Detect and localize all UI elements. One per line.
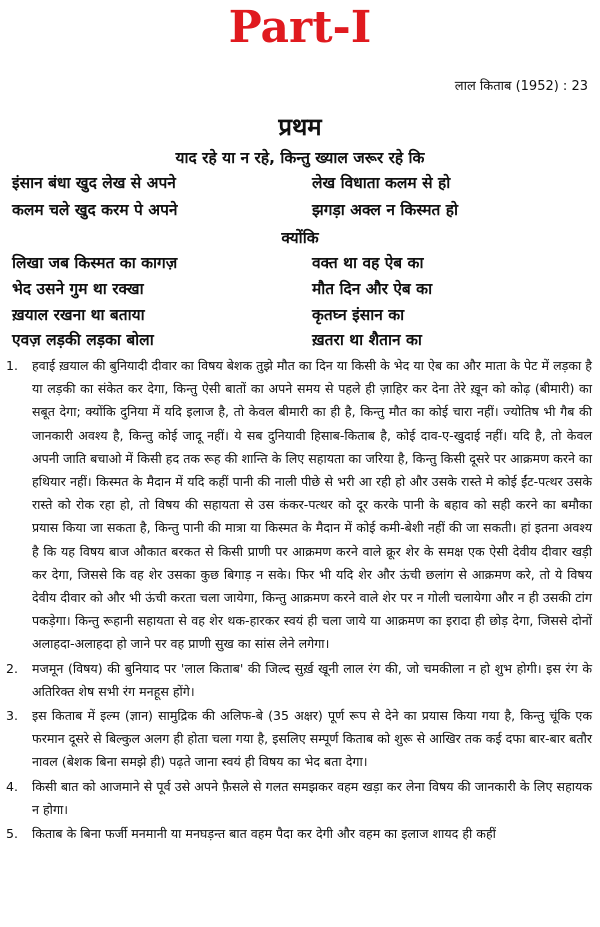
verse-row	[12, 327, 592, 353]
paragraph-text: हवाई ख़याल की बुनियादी दीवार का विषय बेशक तुझे मौत का दिन या किसी के भेद या ऐब का और माता के पेट में लड़का है या लड़की का संकेत कर देगा, किन्तु ऐसी बातों का अपने समय से पहले ही ज़ाहिर कर देना तेरे ख़ून को कोढ़ (बीमारी) का सबूत देगा; क्योंकि दुनिया में यदि इलाज है, तो केवल बीमारी का ही है, किन्तु मौत का कोई चारा नहीं। ज्योतिष भी गैब की जानकारी अवश्य है, किन्तु कोई जादू नहीं। ये सब दुनियावी हिसाब-किताब है, कोई दाव-ए-खुदाई नहीं। यदि है, तो केवल अपनी जाति बचाओ में किसी हद तक रूह की शान्ति के लिए सहायता का जरिया है, किन्तु किसी दूसरे पर आक्रमण करने का हथियार नहीं। किस्मत के मैदान में यदि कहीं पानी की नाली पीछे से भरी आ रही हो और उसके रास्ते मे कोई ईंट-पत्थर उसके रास्ते को रोक रहा हो, तो विषय की सहायता से उस कंकर-पत्थर को दूर करके पानी के बहाव को सही करने का बमौका प्रयास किया जा सकता है, किन्तु पानी की मात्रा या किस्मत के मैदान में कोई कमी-बेशी नहीं की जा सकती। हां इतना अवश्य है कि यह विषय बाज औकात बरकत से किसी प्राणी पर आक्रमण करने वाले क्रूर शेर के समक्ष एक ऐसी देवीय दीवार खड़ी कर देगा, जिससे कि वह शेर उसका कुछ बिगाड़ न सके। फिर भी यदि शेर और ऊंची छलांग से आक्रमण करे, तो ये विषय देवीय दीवार को और भी ऊंची करता चला जायेगा, किन्तु आक्रमण करने वाले शेर पर न गोली चलायेगा और न ही उसकी टांग पकड़ेगा। किन्तु रूहानी सहायता से वह शेर थक-हारकर स्वयं ही चला जाये या आक्रमण का इरादा ही छोड़ देगा, जिससे दोनों अलाहदा-अलाहदा हो जाने पर वह प्राणी सुख का सांस लेने लगेगा।	[32, 358, 592, 652]
paragraph-text: किताब के बिना फर्जी मनमानी या मनघड़न्त बात वहम पैदा कर देगी और वहम का इलाज शायद ही कहीं	[32, 826, 496, 842]
paragraph-text: मजमून (विषय) की बुनियाद पर 'लाल किताब' की जिल्द सुर्ख़ खूनी लाल रंग की, जो चमकीला न हो शुभ होगी। इस रंग के अतिरिक्त शेष सभी रंग मनहूस होंगे।	[32, 660, 592, 699]
verse-left: भेद उसने गुम था रक्खा	[12, 280, 144, 298]
section-heading: प्रथम	[278, 113, 322, 141]
paragraph-text: इस किताब में इल्म (ज्ञान) सामुद्रिक की अलिफ-बे (35 अक्षर) पूर्ण रूप से देने का प्रयास किया गया है, किन्तु चूंकि एक फरमान दूसरे से बिल्कुल अलग ही होता चला गया है, इसलिए सम्पूर्ण किताब को शुरू से आखिर तक कई दफा बार-बार बतौर नावल (बेशक बिना समझे ही) पढ़ते जाना स्वयं ही विषय का भेद बता देगा।	[32, 708, 592, 770]
verse-right: झगड़ा अक्ल न किस्मत हो	[312, 201, 459, 219]
verse-row	[12, 250, 592, 276]
paragraph-number: 3.	[6, 708, 19, 724]
verse-right: मौत दिन और ऐब का	[312, 280, 433, 298]
verse-row	[12, 197, 592, 223]
verse-row	[12, 302, 592, 328]
verse-connector: क्योंकि	[281, 229, 319, 247]
paragraph	[6, 704, 592, 774]
verse-left: इंसान बंधा खुद लेख से अपने	[12, 174, 176, 192]
verse-right: कृतघ्न इंसान का	[312, 306, 405, 324]
verse-right: वक्त था वह ऐब का	[312, 254, 424, 272]
verse-row	[12, 170, 592, 196]
paragraph	[6, 354, 592, 656]
paragraph	[6, 657, 592, 703]
page-reference: लाल किताब (1952) : 23	[454, 79, 588, 94]
paragraph	[6, 822, 592, 845]
part-title: Part-I	[228, 2, 372, 53]
paragraph-number: 4.	[6, 778, 19, 794]
numbered-paragraphs	[6, 354, 592, 845]
paragraph-text: किसी बात को आजमाने से पूर्व उसे अपने फ़ैसले से गलत समझकर वहम खड़ा कर लेना विषय की जानकारी के लिए सहायक न होगा।	[32, 778, 592, 817]
verse-left: एवज़ लड़की लड़का बोला	[12, 331, 154, 349]
verse-right: ख़तरा था शैतान का	[312, 331, 422, 349]
verse-row	[12, 276, 592, 302]
verse-left: लिखा जब किस्मत का कागज़	[12, 254, 178, 272]
verse-intro: याद रहे या न रहे, किन्तु ख्याल जरूर रहे कि	[175, 149, 425, 167]
paragraph-number: 1.	[6, 358, 19, 373]
paragraph-number: 2.	[6, 660, 19, 676]
paragraph-number: 5.	[6, 826, 19, 842]
verse-left: कलम चले खुद करम पे अपने	[12, 201, 178, 219]
verse-left: ख़याल रखना था बताया	[12, 306, 145, 324]
paragraph	[6, 775, 592, 821]
verse-right: लेख विधाता कलम से हो	[312, 174, 451, 192]
